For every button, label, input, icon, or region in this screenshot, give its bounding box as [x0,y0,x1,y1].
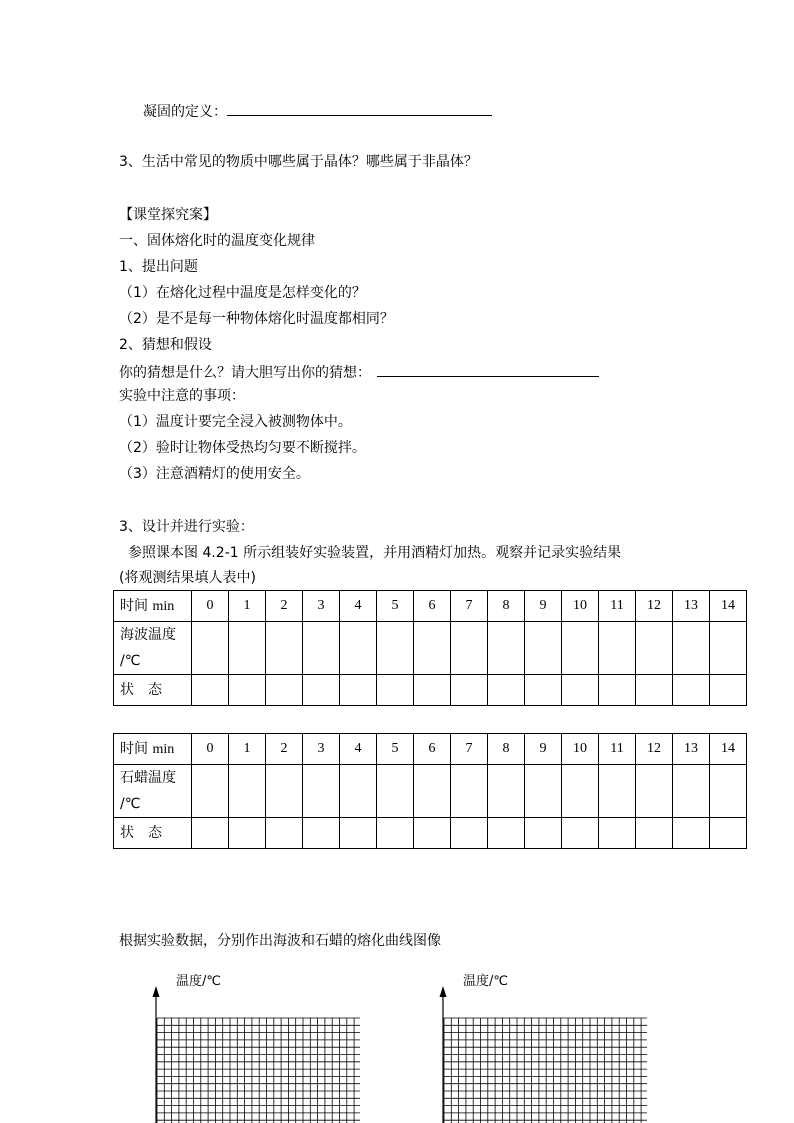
table-row-state [114,818,747,849]
state-input-cell[interactable] [488,818,525,849]
time-cell: 6 [414,591,451,622]
guess-line [119,362,599,382]
temperature-input-cell[interactable] [562,765,599,818]
temperature-input-cell[interactable] [562,622,599,675]
temperature-input-cell[interactable] [451,622,488,675]
note-item: （3）注意酒精灯的使用安全。 [119,466,310,482]
step1-item: （1）在熔化过程中温度是怎样变化的？ [119,285,366,301]
state-input-cell[interactable] [303,675,340,706]
time-cell: 11 [599,734,636,765]
step3-desc: 参照课本图 4.2-1 所示组装好实验装置，并用酒精灯加热。观察并记录实验结果 [128,545,622,561]
time-cell: 2 [266,591,303,622]
temperature-input-cell[interactable] [340,622,377,675]
state-input-cell[interactable] [266,818,303,849]
state-input-cell[interactable] [488,675,525,706]
paraffin-graph-axis-label: 温度/℃ [463,974,508,989]
temperature-input-cell[interactable] [673,765,710,818]
time-cell: 12 [636,734,673,765]
state-input-cell[interactable] [451,675,488,706]
time-cell: 8 [488,591,525,622]
guess-label: 你的猜想是什么？请大胆写出你的猜想： [119,365,371,381]
part1-title: 一、固体熔化时的温度变化规律 [119,233,315,249]
time-cell: 1 [229,591,266,622]
time-cell: 14 [710,591,747,622]
guess-answer-blank[interactable] [377,362,599,377]
state-input-cell[interactable] [266,675,303,706]
time-cell: 14 [710,734,747,765]
step2-title: 2、猜想和假设 [119,337,212,353]
solidification-label: 凝固的定义： [143,104,227,120]
temperature-input-cell[interactable] [710,765,747,818]
time-cell: 3 [303,734,340,765]
state-input-cell[interactable] [303,818,340,849]
section-title: 【课堂探究案】 [119,207,217,223]
temperature-input-cell[interactable] [414,765,451,818]
temperature-input-cell[interactable] [192,622,229,675]
state-input-cell[interactable] [525,675,562,706]
time-cell: 5 [377,734,414,765]
temperature-header: 石蜡温度 /℃ [114,765,192,818]
state-input-cell[interactable] [636,818,673,849]
temperature-input-cell[interactable] [266,765,303,818]
note-item: （1）温度计要完全浸入被测物体中。 [119,414,352,430]
time-cell: 11 [599,591,636,622]
state-header: 状 态 [114,818,192,849]
graph-instruction: 根据实验数据，分别作出海波和石蜡的熔化曲线图像 [119,933,441,949]
time-cell: 7 [451,734,488,765]
solidification-answer-blank[interactable] [227,101,492,116]
state-header: 状 态 [114,675,192,706]
hypo-graph-grid[interactable] [148,983,368,1123]
hypo-graph-axis-label: 温度/℃ [176,974,221,989]
temperature-input-cell[interactable] [488,622,525,675]
table-row-time [114,591,747,622]
state-input-cell[interactable] [673,818,710,849]
time-cell: 7 [451,591,488,622]
note-item: （2）验时让物体受热均匀要不断搅拌。 [119,440,366,456]
time-cell: 10 [562,591,599,622]
table-row-temperature [114,765,747,818]
time-cell: 0 [192,734,229,765]
state-input-cell[interactable] [377,675,414,706]
state-input-cell[interactable] [562,675,599,706]
step1-item: （2）是不是每一种物体熔化时温度都相同？ [119,311,394,327]
temperature-input-cell[interactable] [303,622,340,675]
temperature-input-cell[interactable] [192,765,229,818]
state-input-cell[interactable] [414,675,451,706]
state-input-cell[interactable] [710,675,747,706]
time-cell: 6 [414,734,451,765]
hypo-observation-table [113,590,747,706]
temperature-input-cell[interactable] [599,765,636,818]
state-input-cell[interactable] [340,818,377,849]
time-cell: 10 [562,734,599,765]
time-cell: 13 [673,734,710,765]
time-cell: 13 [673,591,710,622]
table-row-time [114,734,747,765]
temperature-input-cell[interactable] [673,622,710,675]
table-row-state [114,675,747,706]
time-header: 时间 min [114,591,192,622]
temperature-input-cell[interactable] [451,765,488,818]
temperature-input-cell[interactable] [488,765,525,818]
state-input-cell[interactable] [562,818,599,849]
time-cell: 12 [636,591,673,622]
notes-title: 实验中注意的事项： [119,388,245,404]
temperature-header: 海波温度 /℃ [114,622,192,675]
state-input-cell[interactable] [636,675,673,706]
state-input-cell[interactable] [673,675,710,706]
temperature-input-cell[interactable] [303,765,340,818]
state-input-cell[interactable] [192,675,229,706]
temperature-input-cell[interactable] [636,622,673,675]
time-cell: 4 [340,734,377,765]
temperature-input-cell[interactable] [229,622,266,675]
state-input-cell[interactable] [229,675,266,706]
time-cell: 5 [377,591,414,622]
step3-title: 3、设计并进行实验： [119,519,254,535]
state-input-cell[interactable] [340,675,377,706]
time-cell: 9 [525,591,562,622]
temperature-input-cell[interactable] [525,765,562,818]
time-header: 时间 min [114,734,192,765]
state-input-cell[interactable] [451,818,488,849]
temperature-input-cell[interactable] [414,622,451,675]
y-axis-arrow-icon [153,986,160,997]
temperature-input-cell[interactable] [525,622,562,675]
time-cell: 2 [266,734,303,765]
state-input-cell[interactable] [525,818,562,849]
paraffin-graph-grid[interactable] [435,983,655,1123]
table-row-temperature [114,622,747,675]
state-input-cell[interactable] [710,818,747,849]
step1-title: 1、提出问题 [119,259,198,275]
temperature-input-cell[interactable] [377,765,414,818]
y-axis-arrow-icon [440,986,447,997]
step3-hint: (将观测结果填人表中) [119,570,256,586]
state-input-cell[interactable] [377,818,414,849]
paraffin-observation-table [113,733,747,849]
state-input-cell[interactable] [599,818,636,849]
temperature-input-cell[interactable] [636,765,673,818]
state-input-cell[interactable] [414,818,451,849]
state-input-cell[interactable] [229,818,266,849]
question-3: 3、生活中常见的物质中哪些属于晶体？哪些属于非晶体？ [119,154,478,170]
temperature-input-cell[interactable] [377,622,414,675]
temperature-input-cell[interactable] [710,622,747,675]
time-cell: 4 [340,591,377,622]
temperature-input-cell[interactable] [266,622,303,675]
solidification-definition [143,101,492,121]
state-input-cell[interactable] [192,818,229,849]
state-input-cell[interactable] [599,675,636,706]
temperature-input-cell[interactable] [599,622,636,675]
time-cell: 3 [303,591,340,622]
temperature-input-cell[interactable] [340,765,377,818]
time-cell: 9 [525,734,562,765]
temperature-input-cell[interactable] [229,765,266,818]
time-cell: 1 [229,734,266,765]
time-cell: 0 [192,591,229,622]
time-cell: 8 [488,734,525,765]
